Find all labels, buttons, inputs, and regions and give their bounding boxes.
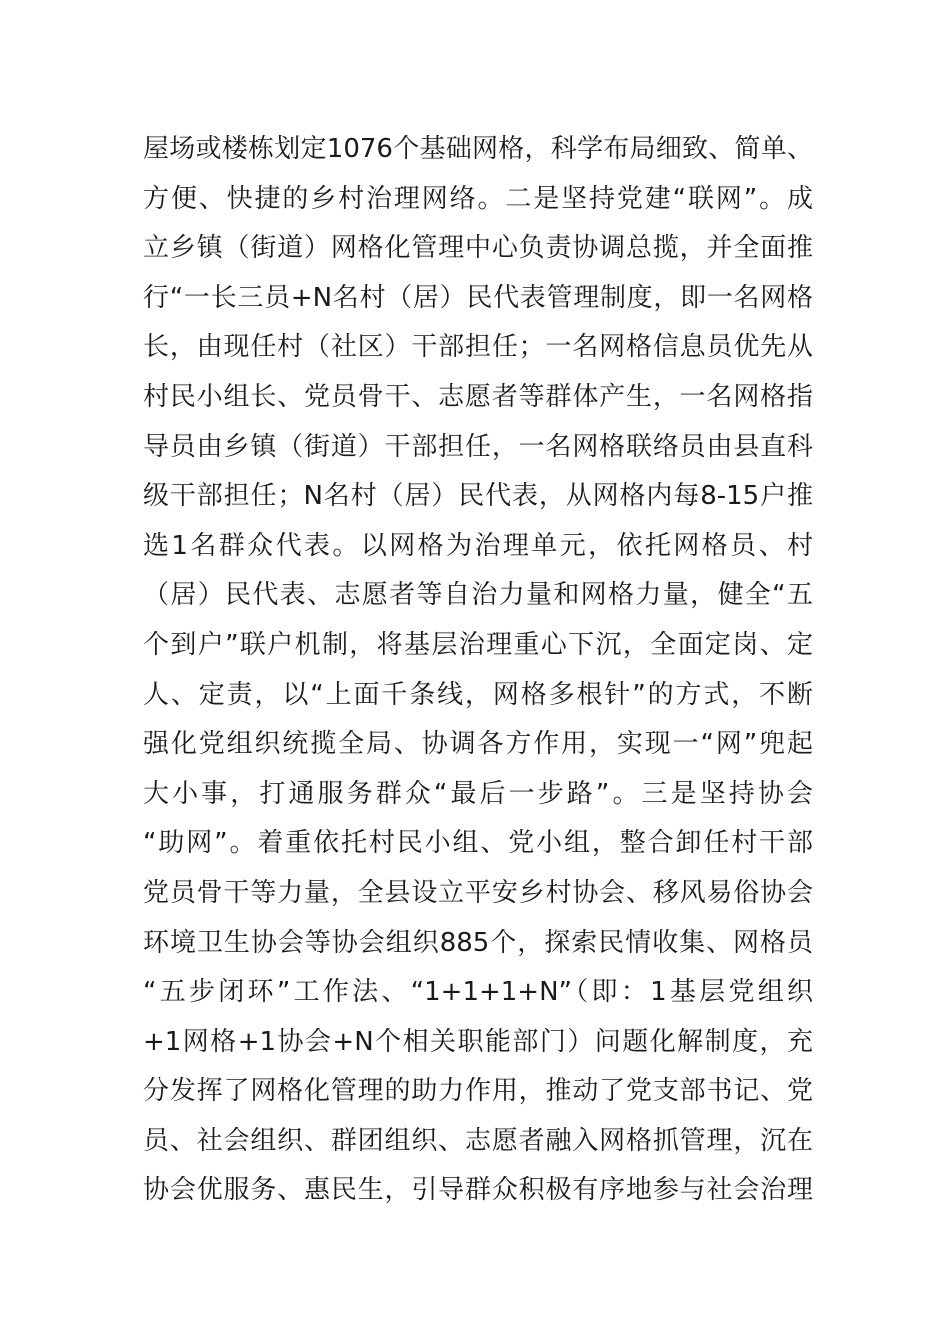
paragraph-line: 级干部担任；N名村（居）民代表，从网格内每8-15户推 [143,481,813,512]
paragraph-line: 员、社会组织、群团组织、志愿者融入网格抓管理，沉在 [143,1125,813,1156]
paragraph-line: 方便、快捷的乡村治理网络。二是坚持党建“联网”。成 [143,183,813,214]
paragraph-line: 导员由乡镇（街道）干部担任，一名网格联络员由县直科 [143,431,813,462]
paragraph-line: “助网”。着重依托村民小组、党小组，整合卸任村干部 [143,828,813,859]
paragraph-line: 分发挥了网格化管理的助力作用，推动了党支部书记、党 [143,1076,813,1107]
paragraph-line: 强化党组织统揽全局、协调各方作用，实现一“网”兜起 [143,729,813,760]
paragraph-line: 立乡镇（街道）网格化管理中心负责协调总揽，并全面推 [143,233,813,264]
paragraph-line: 村民小组长、党员骨干、志愿者等群体产生，一名网格指 [143,381,813,412]
paragraph-line: 行“一长三员+N名村（居）民代表管理制度，即一名网格 [143,282,813,313]
paragraph-line: 屋场或楼栋划定1076个基础网格，科学布局细致、简单、 [143,134,813,164]
paragraph-line: 党员骨干等力量，全县设立平安乡村协会、移风易俗协会 [143,877,813,908]
paragraph-line: +1网格+1协会+N个相关职能部门）问题化解制度，充 [143,1026,813,1057]
paragraph-line: 大小事，打通服务群众“最后一步路”。三是坚持协会 [143,778,813,809]
paragraph-line: 长，由现任村（社区）干部担任；一名网格信息员优先从 [143,332,813,363]
body-paragraph [143,125,813,1216]
paragraph-line: （居）民代表、志愿者等自治力量和网格力量，健全“五 [143,580,813,611]
paragraph-line: “五步闭环”工作法、“1+1+1+N”（即：1基层党组织 [143,977,813,1008]
paragraph-line: 协会优服务、惠民生，引导群众积极有序地参与社会治理 [143,1175,813,1206]
paragraph-line: 选1名群众代表。以网格为治理单元，依托网格员、村 [143,530,813,561]
paragraph-line: 环境卫生协会等协会组织885个，探索民情收集、网格员 [143,927,813,958]
paragraph-line: 个到户”联户机制，将基层治理重心下沉，全面定岗、定 [143,629,813,660]
paragraph-line: 人、定责，以“上面千条线，网格多根针”的方式，不断 [143,679,813,710]
